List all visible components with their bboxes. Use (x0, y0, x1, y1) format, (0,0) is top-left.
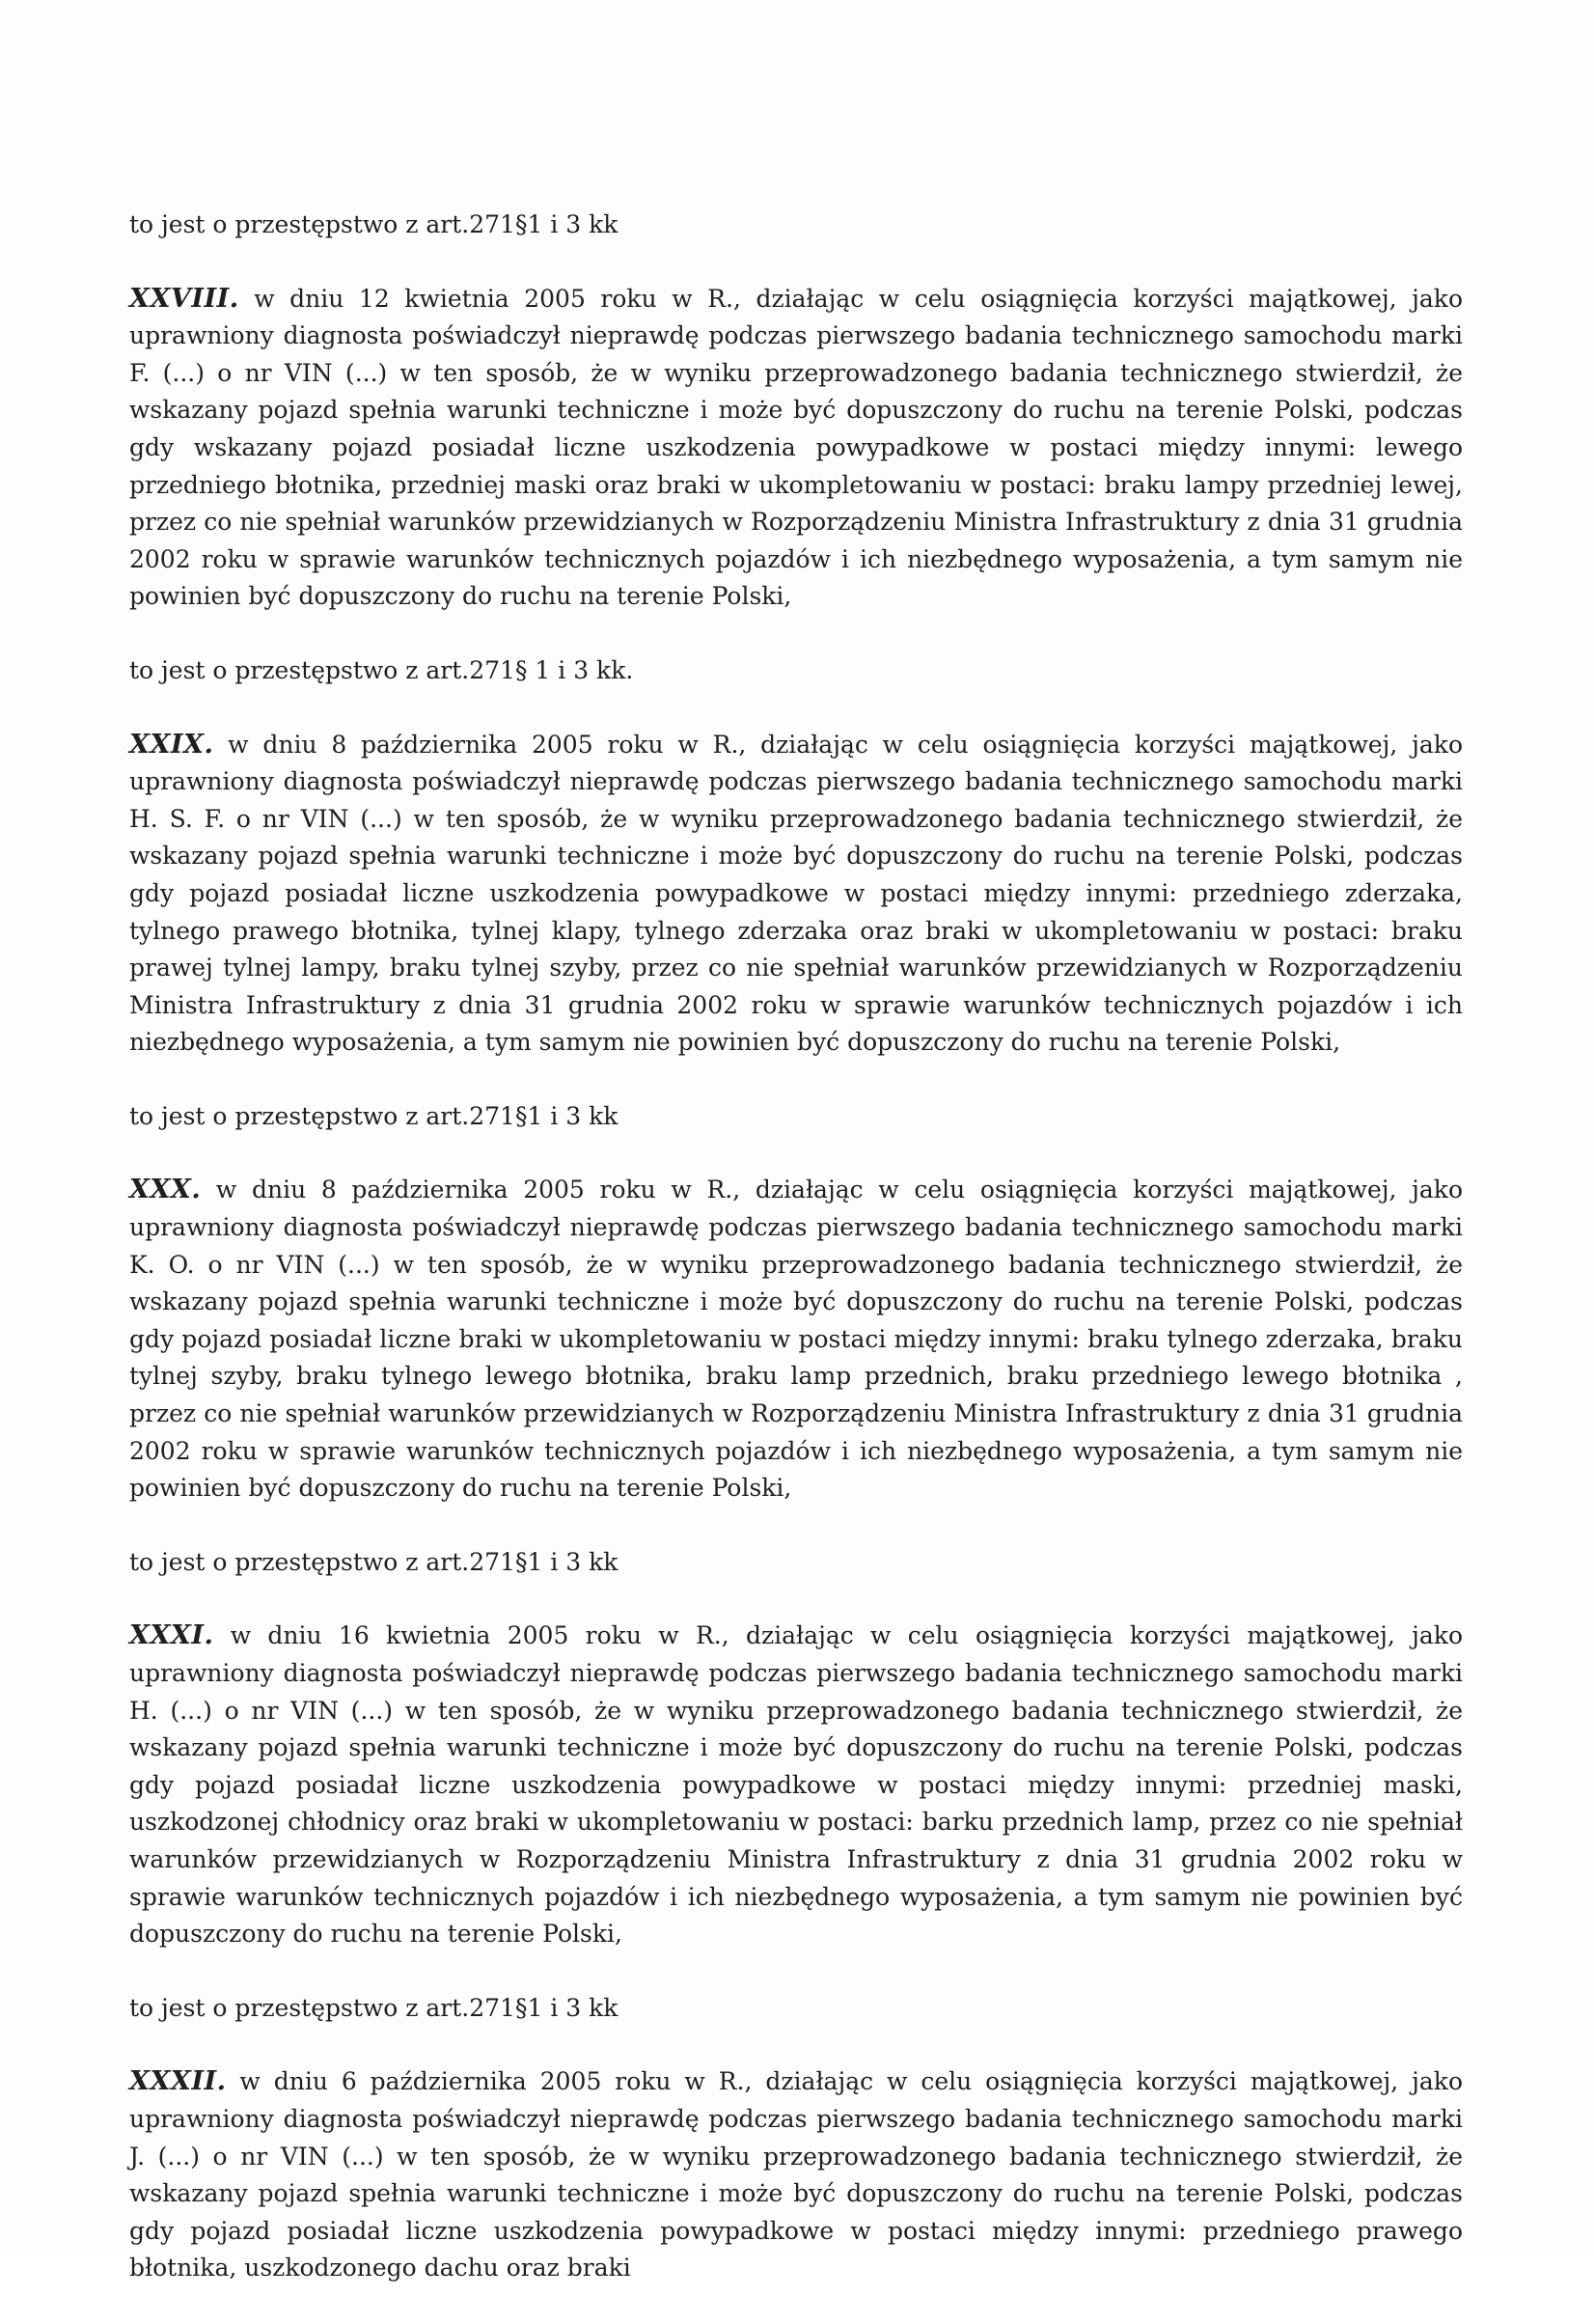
offence-qualification-note: to jest o przestępstwo z art.271§1 i 3 kk (129, 210, 618, 238)
offence-qualification-note: to jest o przestępstwo z art.271§1 i 3 kk (129, 1547, 618, 1576)
charge-text: w dniu 12 kwietnia 2005 roku w R., działając w celu osiągnięcia korzyści majątkowej, jako uprawniony diagnosta poświadczył nieprawdę podczas pierwszego badania technicznego samochodu marki F. (...) o nr VIN (...) w ten sposób, że w wyniku przeprowadzonego badania technicznego stwierdził, że wskazany pojazd spełnia warunki techniczne i może być dopuszczony do ruchu na terenie Polski, podczas gdy wskazany pojazd posiadał liczne uszkodzenia powypadkowe w postaci między innymi: lewego przedniego błotnika, przedniej maski oraz braki w ukompletowaniu w postaci: braku lampy przedniej lewej, przez co nie spełniał warunków przewidzianych w Rozporządzeniu Ministra Infrastruktury z dnia 31 grudnia 2002 roku w sprawie warunków technicznych pojazdów i ich niezbędnego wyposażenia, a tym samym nie powinien być dopuszczony do ruchu na terenie Polski, (129, 284, 1463, 611)
charge-text: w dniu 8 października 2005 roku w R., działając w celu osiągnięcia korzyści majątkowej, jako uprawniony diagnosta poświadczył nieprawdę podczas pierwszego badania technicznego samochodu marki K. O. o nr VIN (...) w ten sposób, że w wyniku przeprowadzonego badania technicznego stwierdził, że wskazany pojazd spełnia warunki techniczne i może być dopuszczony do ruchu na terenie Polski, podczas gdy pojazd posiadał liczne braki w ukompletowaniu w postaci między innymi: braku tylnego zderzaka, braku tylnej szyby, braku tylnego lewego błotnika, braku lamp przednich, braku przedniego lewego błotnika , przez co nie spełniał warunków przewidzianych w Rozporządzeniu Ministra Infrastruktury z dnia 31 grudnia 2002 roku w sprawie warunków technicznych pojazdów i ich niezbędnego wyposażenia, a tym samym nie powinien być dopuszczony do ruchu na terenie Polski, (129, 1176, 1463, 1503)
document-body (129, 207, 1463, 2324)
offence-qualification-note: to jest o przestępstwo z art.271§1 i 3 kk (129, 1101, 618, 1130)
offence-qualification-note: to jest o przestępstwo z art.271§1 i 3 kk (129, 1993, 618, 2022)
charge-number: XXIX. (129, 729, 214, 760)
charge-number: XXXI. (129, 1620, 214, 1651)
charge-text: w dniu 6 października 2005 roku w R., działając w celu osiągnięcia korzyści majątkowej, jako uprawniony diagnosta poświadczył nieprawdę podczas pierwszego badania technicznego samochodu marki J. (...) o nr VIN (...) w ten sposób, że w wyniku przeprowadzonego badania technicznego stwierdził, że wskazany pojazd spełnia warunki techniczne i może być dopuszczony do ruchu na terenie Polski, podczas gdy pojazd posiadał liczne uszkodzenia powypadkowe w postaci między innymi: przedniego prawego błotnika, uszkodzonego dachu oraz braki (129, 2067, 1463, 2282)
charge-text: w dniu 16 kwietnia 2005 roku w R., działając w celu osiągnięcia korzyści majątkowej, jako uprawniony diagnosta poświadczył nieprawdę podczas pierwszego badania technicznego samochodu marki H. (...) o nr VIN (...) w ten sposób, że w wyniku przeprowadzonego badania technicznego stwierdził, że wskazany pojazd spełnia warunki techniczne i może być dopuszczony do ruchu na terenie Polski, podczas gdy pojazd posiadał liczne uszkodzenia powypadkowe w postaci między innymi: przedniej maski, uszkodzonej chłodnicy oraz braki w ukompletowaniu w postaci: barku przednich lamp, przez co nie spełniał warunków przewidzianych w Rozporządzeniu Ministra Infrastruktury z dnia 31 grudnia 2002 roku w sprawie warunków technicznych pojazdów i ich niezbędnego wyposażenia, a tym samym nie powinien być dopuszczony do ruchu na terenie Polski, (129, 1621, 1463, 1949)
charge-number: XXVIII. (129, 283, 239, 314)
charge-number: XXX. (129, 1175, 202, 1205)
charge-paragraph (129, 727, 1463, 1062)
charge-paragraph (129, 1172, 1463, 1507)
charge-paragraph (129, 1618, 1463, 1952)
charge-paragraph (129, 2063, 1463, 2287)
charge-paragraph (129, 281, 1463, 616)
charge-number: XXXII. (129, 2066, 227, 2097)
charge-text: w dniu 8 października 2005 roku w R., działając w celu osiągnięcia korzyści majątkowej, jako uprawniony diagnosta poświadczył nieprawdę podczas pierwszego badania technicznego samochodu marki H. S. F. o nr VIN (...) w ten sposób, że w wyniku przeprowadzonego badania technicznego stwierdził, że wskazany pojazd spełnia warunki techniczne i może być dopuszczony do ruchu na terenie Polski, podczas gdy pojazd posiadał liczne uszkodzenia powypadkowe w postaci między innymi: przedniego zderzaka, tylnego prawego błotnika, tylnej klapy, tylnego zderzaka oraz braki w ukompletowaniu w postaci: braku prawej tylnej lampy, braku tylnej szyby, przez co nie spełniał warunków przewidzianych w Rozporządzeniu Ministra Infrastruktury z dnia 31 grudnia 2002 roku w sprawie warunków technicznych pojazdów i ich niezbędnego wyposażenia, a tym samym nie powinien być dopuszczony do ruchu na terenie Polski, (129, 730, 1463, 1057)
offence-qualification-note: to jest o przestępstwo z art.271§ 1 i 3 kk. (129, 655, 634, 684)
